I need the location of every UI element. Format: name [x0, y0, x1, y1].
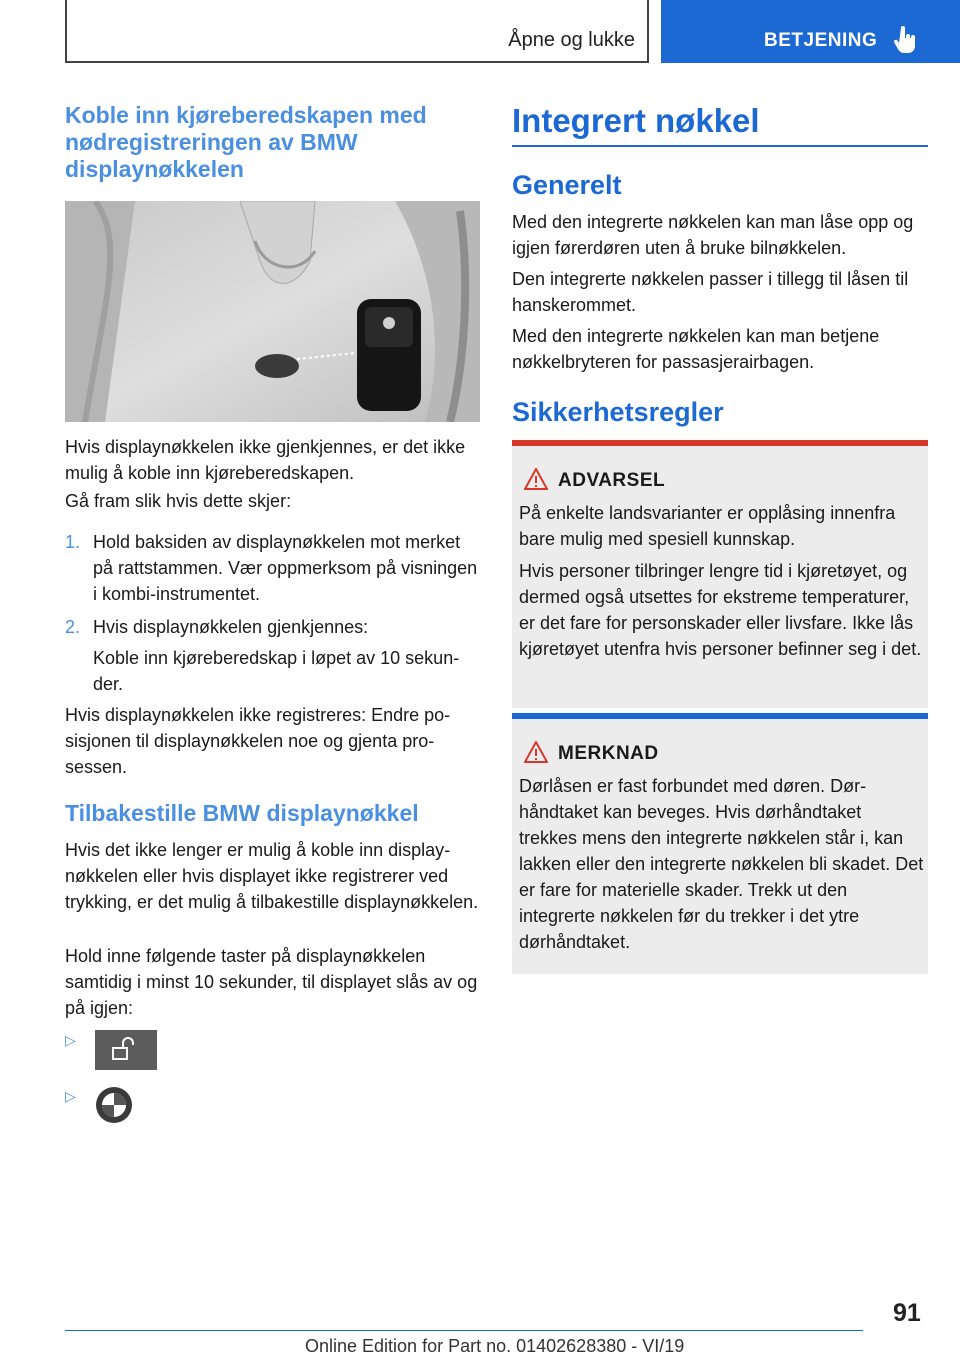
note-triangle-icon: [524, 741, 548, 763]
section-heading-reset-key: Tilbakestille BMW displaynøkkel: [65, 800, 419, 826]
paragraph-not-recognized: Hvis displaynøkkelen ikke gjenkjennes, er det ikke mulig å koble inn kjøreberedskapen.: [65, 437, 466, 483]
paragraph-hold-keys: Hold inne følgende taster på displaynøkkelen samtidig i minst 10 sekunder, til displayet slås av og på igjen:: [65, 946, 478, 1018]
warning-paragraph-2: Hvis personer tilbringer lengre tid i kjøretøyet, og dermed også utsettes for ekstreme temperaturer, er det fare for personskader eller livsfare. Ikke lås kjøretøyet utenfra hvis personer befinner seg i det.: [519, 561, 922, 659]
note-title: MERKNAD: [558, 743, 659, 764]
bmw-logo-button-icon: [95, 1086, 133, 1124]
heading-rule: [512, 145, 928, 147]
warning-paragraph-1: På enkelte landsvarianter er opplåsing innenfra bare mulig med spesiell kunnskap.: [519, 503, 896, 549]
paragraph-procedure: Gå fram slik hvis dette skjer:: [65, 491, 292, 511]
section-heading-integrated-key: Integrert nøkkel: [512, 102, 760, 139]
subheading-safety: Sikkerhetsregler: [512, 397, 724, 427]
paragraph-not-registered: Hvis displaynøkkelen ikke registreres: Endre posisjonen til displaynøkkelen noe og gjenta prosessen.: [65, 705, 451, 777]
pointing-hand-icon: [893, 26, 919, 54]
header-chapter-label: BETJENING: [764, 30, 878, 51]
paragraph-general-1: Med den integrerte nøkkelen kan man låse opp og igjen førerdøren uten å bruke bilnøkkelen.: [512, 212, 914, 258]
header-chapter-tab: [661, 0, 960, 63]
step-2-text: Hvis displaynøkkelen gjenkjennes:: [93, 617, 369, 637]
warning-triangle-icon: [524, 468, 548, 490]
section-heading-emergency-registration: Koble inn kjøreberedskapen med nødregistreringen av BMW displaynøkkelen: [65, 102, 427, 182]
warning-box: [512, 440, 928, 708]
paragraph-general-2: Den integrerte nøkkelen passer i tillegg til låsen til hanskerommet.: [512, 269, 909, 315]
note-paragraph: Dørlåsen er fast forbundet med døren. Dørhåndtaket kan beveges. Hvis dørhåndtaket trekkes mens den integrerte nøkkelen står i, kan lakken eller den integrerte nøkkelen bli skadet. Det er fare for materielle skader. Trekk ut den integrerte nøkkelen før du trekker i det ytre dørhåndtaket.: [519, 776, 924, 952]
subheading-general: Generelt: [512, 170, 622, 200]
bullet-marker-1: ▷: [65, 1032, 76, 1048]
paragraph-reset-info: Hvis det ikke lenger er mulig å koble inn displaynøkkelen eller hvis displayet ikke registrerer ved trykking, er det mulig å tilbakestille displaynøkkelen.: [65, 840, 479, 912]
bullet-marker-2: ▷: [65, 1088, 76, 1104]
warning-title: ADVARSEL: [558, 470, 666, 491]
step-1-text: Hold baksiden av displaynøkkelen mot merket på rattstammen. Vær oppmerksom på visningen i kombi-instrumentet.: [93, 532, 478, 604]
steering-column-key-photo: [65, 201, 480, 422]
unlock-button-icon: [95, 1030, 157, 1070]
page-number: 91: [893, 1299, 921, 1327]
header-section-tab: [65, 0, 649, 63]
step-2-number: 2.: [65, 617, 81, 637]
step-1-number: 1.: [65, 532, 81, 552]
footer-rule: [65, 1330, 863, 1331]
header-section-label: Åpne og lukke: [508, 29, 635, 51]
paragraph-general-3: Med den integrerte nøkkelen kan man betjene nøkkelbryteren for passasjerairbagen.: [512, 326, 880, 372]
note-box: [512, 713, 928, 974]
step-2-subtext: Koble inn kjøreberedskap i løpet av 10 sekunder.: [93, 648, 460, 694]
footer-edition: Online Edition for Part no. 01402628380 - VI/19: [305, 1336, 685, 1356]
